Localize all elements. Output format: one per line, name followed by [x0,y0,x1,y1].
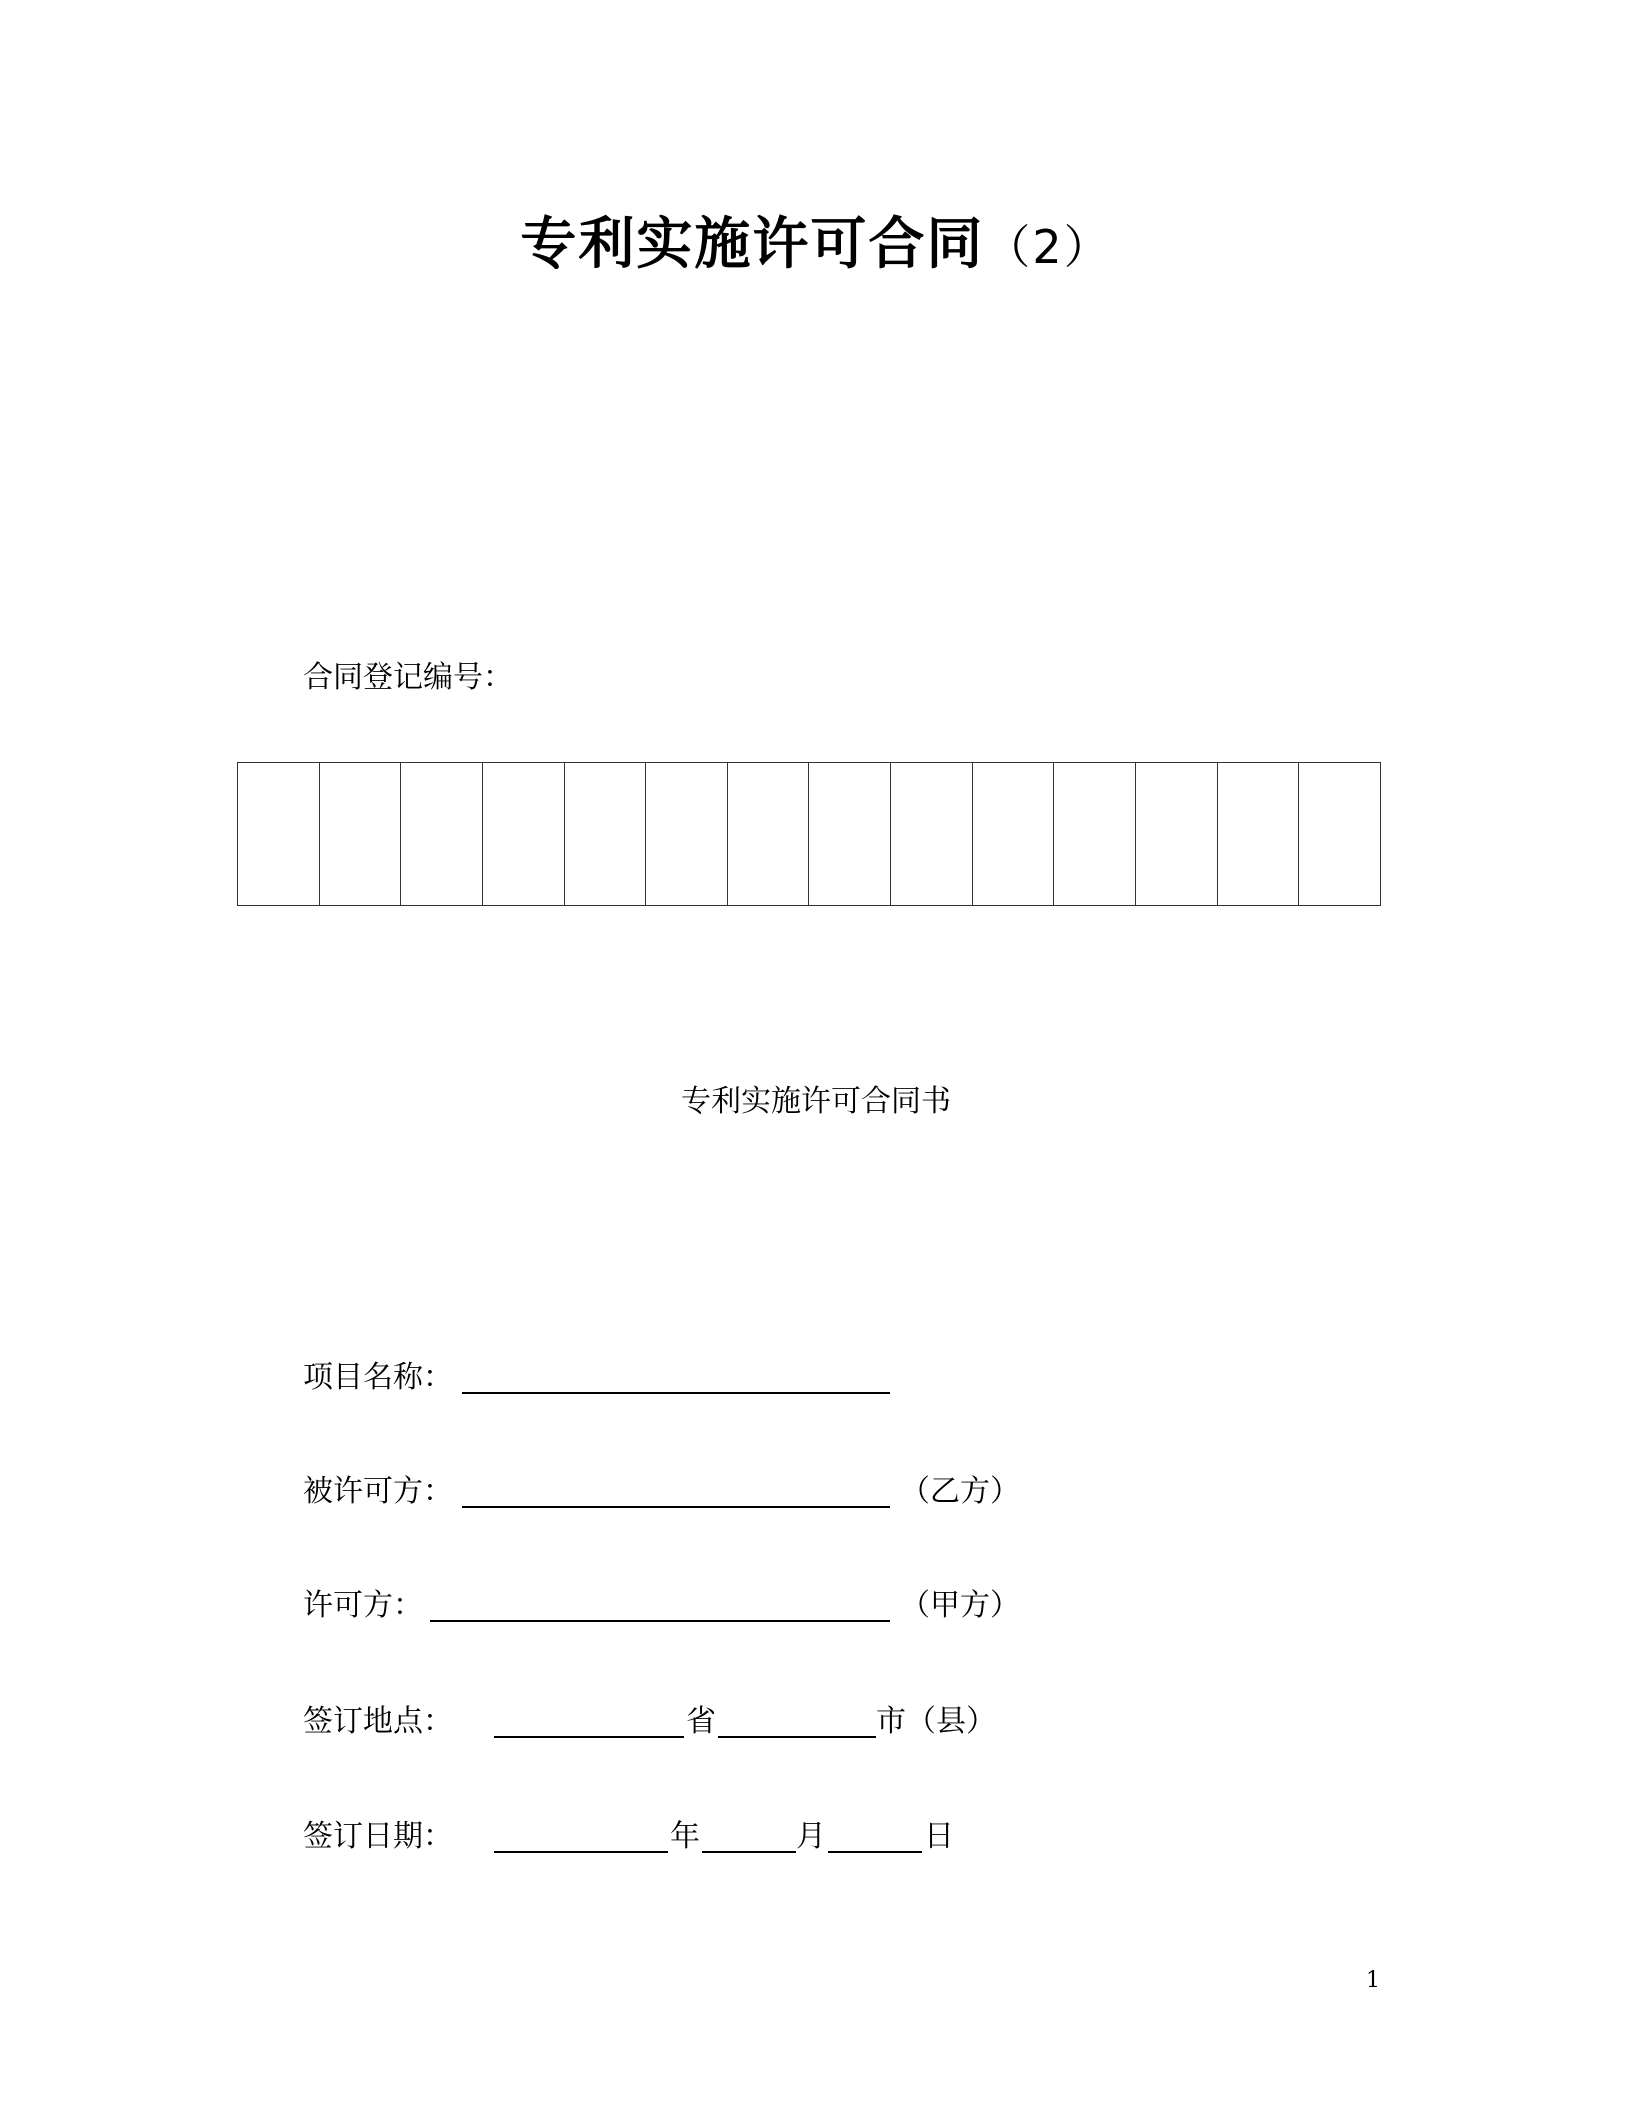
registration-box[interactable] [809,763,891,905]
sign-date-day-label: 日 [924,1819,954,1854]
licensor-label: 许可方： [303,1588,423,1623]
document-title [0,200,1632,280]
document-subtitle: 专利实施许可合同书 [681,1084,951,1119]
registration-box[interactable] [320,763,402,905]
sign-place-city-label: 市（县） [876,1704,996,1739]
registration-box[interactable] [728,763,810,905]
registration-box[interactable] [483,763,565,905]
document-title-main: 专利实施许可合同 [520,212,985,277]
registration-box[interactable] [973,763,1055,905]
sign-date-label: 签订日期： [303,1819,453,1854]
sign-place-province-label: 省 [686,1704,716,1739]
document-title-suffix: （2） [984,220,1112,274]
registration-box[interactable] [891,763,973,905]
registration-box[interactable] [565,763,647,905]
project-name-field[interactable] [462,1392,890,1394]
licensee-label: 被许可方： [303,1474,453,1509]
registration-number-boxes[interactable] [237,762,1381,906]
registration-box[interactable] [1299,763,1381,905]
licensee-field[interactable] [462,1506,890,1508]
sign-date-day-field[interactable] [828,1851,922,1853]
registration-box[interactable] [401,763,483,905]
sign-date-year-field[interactable] [494,1851,668,1853]
registration-number-label: 合同登记编号： [303,660,513,695]
registration-box[interactable] [238,763,320,905]
project-name-label: 项目名称： [303,1360,453,1395]
licensor-role: （甲方） [900,1588,1020,1623]
sign-date-year-label: 年 [670,1819,700,1854]
sign-date-month-label: 月 [796,1819,826,1854]
sign-place-city-field[interactable] [718,1736,876,1738]
page-number: 1 [1366,1968,1380,1993]
licensee-role: （乙方） [900,1474,1020,1509]
sign-place-label: 签订地点： [303,1704,453,1739]
licensor-field[interactable] [430,1620,890,1622]
registration-box[interactable] [1054,763,1136,905]
sign-place-province-field[interactable] [494,1736,684,1738]
registration-box[interactable] [646,763,728,905]
sign-date-month-field[interactable] [702,1851,796,1853]
registration-box[interactable] [1218,763,1300,905]
registration-box[interactable] [1136,763,1218,905]
